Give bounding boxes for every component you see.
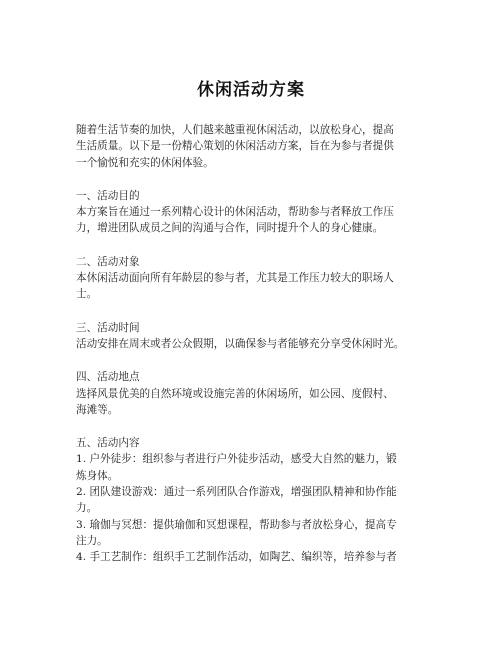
section-heading: 一、活动目的 [76, 189, 140, 202]
section-content [76, 435, 448, 565]
section-purpose [76, 188, 448, 237]
section-line: 力，增进团队成员之间的沟通与合作，同时提升个人的身心健康。 [76, 222, 384, 235]
section-heading: 二、活动对象 [76, 255, 140, 268]
list-item-line: 1. 户外徒步：组织参与者进行户外徒步活动，感受大自然的魅力，锻 [76, 453, 397, 466]
list-item-line: 注力。 [76, 534, 108, 547]
section-line: 本休闲活动面向所有年龄层的参与者，尤其是工作压力较大的职场人 [76, 272, 394, 285]
spacer [76, 418, 448, 435]
list-item-line: 4. 手工艺制作：组织手工艺制作活动，如陶艺、编织等，培养参与者 [76, 551, 397, 564]
spacer [76, 237, 448, 254]
spacer [76, 171, 448, 188]
spacer [76, 352, 448, 369]
document-body [76, 122, 448, 566]
section-audience [76, 254, 448, 303]
intro-line: 一个愉悦和充实的休闲体验。 [76, 156, 214, 169]
list-item-line: 力。 [76, 502, 98, 515]
intro-paragraph [76, 122, 448, 171]
section-heading: 四、活动地点 [76, 371, 140, 384]
section-line: 士。 [76, 288, 98, 301]
document-title: 休闲活动方案 [197, 80, 305, 100]
section-line: 海滩等。 [76, 403, 119, 416]
section-heading: 三、活动时间 [76, 321, 140, 334]
spacer [76, 303, 448, 320]
list-item-line: 2. 团队建设游戏：通过一系列团队合作游戏，增强团队精神和协作能 [76, 486, 397, 499]
intro-line: 随着生活节奏的加快，人们越来越重视休闲活动，以放松身心，提高 [76, 124, 394, 136]
section-time [76, 320, 448, 353]
section-line: 选择风景优美的自然环境或设施完善的休闲场所，如公园、度假村、 [76, 387, 394, 400]
section-location [76, 369, 448, 418]
intro-line: 生活质量。以下是一份精心策划的休闲活动方案，旨在为参与者提供 [76, 140, 394, 153]
section-heading: 五、活动内容 [76, 437, 140, 450]
list-item-line: 炼身体。 [76, 469, 119, 482]
list-item-line: 3. 瑜伽与冥想：提供瑜伽和冥想课程，帮助参与者放松身心，提高专 [76, 518, 397, 531]
section-line: 本方案旨在通过一系列精心设计的休闲活动，帮助参与者释放工作压 [76, 206, 394, 219]
section-line: 活动安排在周末或者公众假期，以确保参与者能够充分享受休闲时光。 [76, 337, 405, 350]
